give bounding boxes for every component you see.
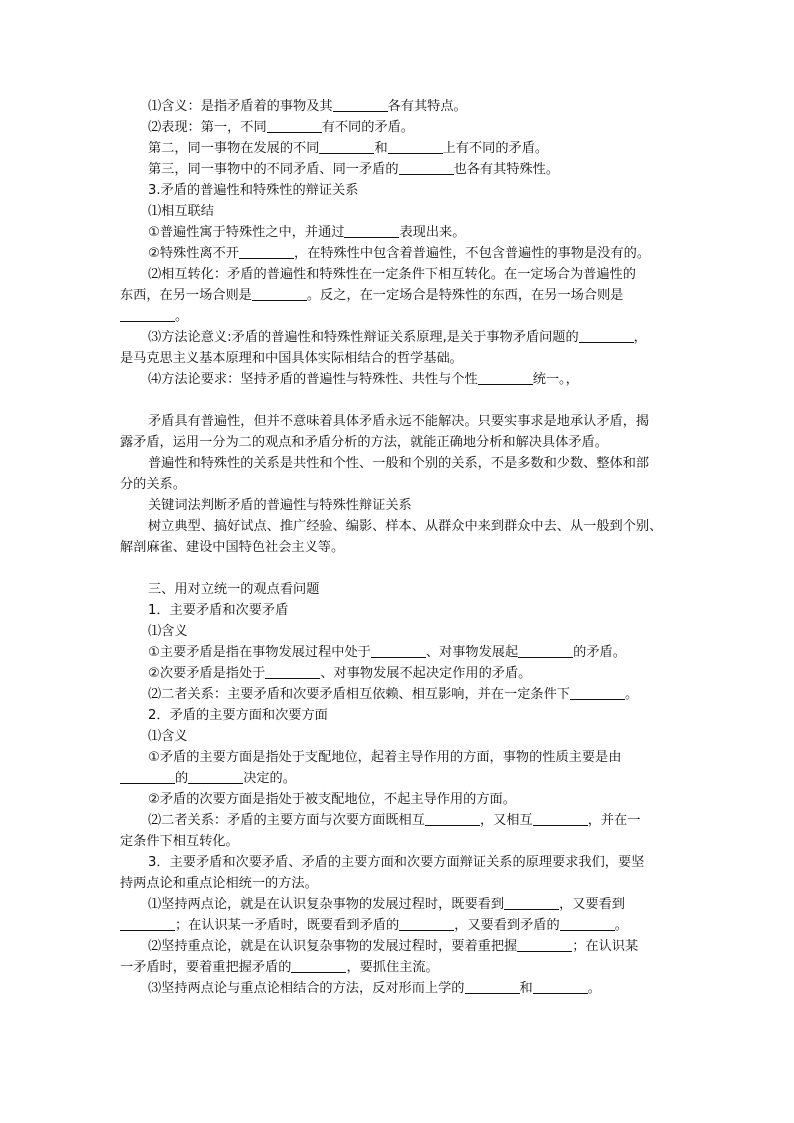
answer-blank [570,685,625,700]
line-text: 的 [175,771,189,786]
text-line [120,831,680,852]
answer-blank [188,769,243,784]
sub-heading [120,726,680,747]
line-text: ，在特殊性中包含着普遍性，不包含普遍性的事物是没有的。 [293,246,651,261]
answer-blank [504,895,559,910]
answer-blank [399,160,454,175]
text-line [120,810,680,831]
line-text: ⑴含义 [148,729,188,744]
line-text: ；在认识某 [572,939,639,954]
answer-blank [344,223,399,238]
line-text: 分的关系。 [120,477,186,492]
line-text: 决定的。 [243,771,296,786]
line-text: ；在认识某一矛盾时，既要看到矛盾的 [175,918,400,933]
text-line [120,159,680,180]
line-text: ⑵相互转化：矛盾的普遍性和特殊性在一定条件下相互转化。在一定场合为普遍性的 [148,267,636,282]
spacer [120,558,680,579]
answer-blank [478,370,533,385]
line-text: 和 [374,141,388,156]
line-text: 矛盾具有普遍性，但并不意味着具体矛盾永远不能解决。只要实事求是地承认矛盾，揭 [148,414,650,429]
sub-heading [120,705,680,726]
line-text: 3.矛盾的普遍性和特殊性的辩证关系 [148,183,359,198]
line-text: 表现出来。 [399,225,466,240]
line-text: ，又要看到矛盾的 [454,918,560,933]
line-text: ⑴相互联结 [148,204,214,219]
answer-blank [425,811,480,826]
line-text: 。 [625,687,639,702]
answer-blank [239,244,294,259]
text-line [120,453,680,474]
line-text: ，并在一 [587,813,641,828]
text-line [120,936,680,957]
text-line [120,915,680,936]
line-text: ，又相互 [479,813,533,828]
document-page [120,96,680,999]
line-text: ⑵表现：第一，不同 [148,120,267,135]
text-line [120,684,680,705]
line-text: 定条件下相互转化。 [120,834,239,849]
answer-blank [517,937,572,952]
line-text: 、对事物发展起 [425,645,519,660]
line-text: 三、用对立统一的观点看问题 [148,582,320,597]
text-line [120,978,680,999]
text-line [120,663,680,684]
line-text: 上有不同的矛盾。 [442,141,549,156]
text-line [120,957,680,978]
line-text: ⑶坚持两点论与重点论相结合的方法，反对形而上学的 [148,981,465,996]
line-text: 。反之，在一定场合是特殊性的东西，在另一场合则是 [306,288,624,303]
text-line [120,537,680,558]
answer-blank [120,769,175,784]
line-text: 第二，同一事物在发展的不同 [148,141,320,156]
answer-blank [560,916,615,931]
answer-blank [291,958,346,973]
answer-blank [371,643,426,658]
text-line [120,138,680,159]
sub-heading [120,201,680,222]
text-line [120,96,680,117]
line-text: ⑴含义 [148,624,188,639]
answer-blank [265,664,320,679]
line-text: 是马克思主义基本原理和中国具体实际相结合的哲学基础。 [120,351,463,366]
answer-blank [465,979,520,994]
line-text: 普遍性和特殊性的关系是共性和个性、一般和个别的关系，不是多数和少数、整体和部 [148,456,650,471]
text-line [120,747,680,768]
answer-blank [399,916,454,931]
text-line [120,873,680,894]
answer-blank [252,286,307,301]
text-line [120,852,680,873]
line-text: 。 [175,309,189,324]
answer-blank [533,811,588,826]
line-text: 、对事物发展不起决定作用的矛盾。 [320,666,532,681]
text-line [120,516,680,537]
text-line [120,369,680,390]
section-heading [120,579,680,600]
line-text: ①主要矛盾是指在事物发展过程中处于 [148,645,371,660]
line-text: 露矛盾，运用一分为二的观点和矛盾分析的方法，就能正确地分析和解决具体矛盾。 [120,435,608,450]
line-text: ⑵坚持重点论，就是在认识复杂事物的发展过程时，要着重把握 [148,939,518,954]
text-line [120,768,680,789]
line-text: ，又要看到 [559,897,625,912]
line-text: ②次要矛盾是指处于 [148,666,266,681]
text-line [120,117,680,138]
line-text: 一矛盾时，要着重把握矛盾的 [120,960,292,975]
text-line [120,222,680,243]
line-text: 持两点论和重点论相统一的方法。 [120,876,318,891]
answer-blank [120,916,175,931]
line-text: 有不同的矛盾。 [321,120,414,135]
line-text: 东西，在另一场合则是 [120,288,252,303]
line-text: ⑵二者关系：矛盾的主要方面与次要方面既相互 [148,813,425,828]
line-text: ①普遍性寓于特殊性之中，并通过 [148,225,345,240]
line-text: 和 [519,981,533,996]
line-text: 。 [587,981,601,996]
text-line [120,264,680,285]
text-line [120,306,680,327]
line-text: ， [633,330,647,345]
text-line [120,348,680,369]
line-text: 2．矛盾的主要方面和次要方面 [148,708,328,723]
text-line [120,411,680,432]
spacer [120,390,680,411]
line-text: 也各有其特殊性。 [453,162,560,177]
answer-blank [333,97,388,112]
sub-heading [120,621,680,642]
answer-blank [518,643,573,658]
line-text: 各有其特点。 [387,99,467,114]
answer-blank [120,307,175,322]
line-text: ⑴坚持两点论，就是在认识复杂事物的发展过程时，既要看到 [148,897,505,912]
line-text: 3．主要矛盾和次要矛盾、矛盾的主要方面和次要方面辩证关系的原理要求我们，要坚 [148,855,645,870]
line-text: 关键词法判断矛盾的普遍性与特殊性辩证关系 [148,498,412,513]
text-line [120,642,680,663]
line-text: 。 [614,918,628,933]
text-line [120,474,680,495]
text-line [120,432,680,453]
line-text: 统一。， [532,372,579,387]
text-line [120,243,680,264]
line-text: ，要抓住主流。 [346,960,439,975]
line-text: 1．主要矛盾和次要矛盾 [148,603,289,618]
text-line [120,789,680,810]
line-text: ⑶方法论意义:矛盾的普遍性和特殊性辩证关系原理,是关于事物矛盾问题的 [148,330,579,345]
line-text: 解剖麻雀、建设中国特色社会主义等。 [120,540,345,555]
sub-heading [120,600,680,621]
text-line [120,495,680,516]
line-text: ②特殊性离不开 [148,246,239,261]
line-text: ⑵二者关系：主要矛盾和次要矛盾相互依赖、相互影响，并在一定条件下 [148,687,570,702]
line-text: 的矛盾。 [573,645,626,660]
section-heading [120,180,680,201]
line-text: 树立典型、搞好试点、推广经验、编影、样本、从群众中来到群众中去、从一般到个别、 [148,519,663,534]
answer-blank [533,979,588,994]
line-text: 第三，同一事物中的不同矛盾、同一矛盾的 [148,162,399,177]
line-text: ⑷方法论要求：坚持矛盾的普遍性与特殊性、共性与个性 [148,372,478,387]
answer-blank [319,139,374,154]
text-line [120,285,680,306]
text-line [120,894,680,915]
answer-blank [267,118,322,133]
text-line [120,327,680,348]
answer-blank [388,139,443,154]
line-text: ①矛盾的主要方面是指处于支配地位，起着主导作用的方面，事物的性质主要是由 [148,750,622,765]
answer-blank [579,328,634,343]
line-text: ②矛盾的次要方面是指处于被支配地位，不起主导作用的方面。 [148,792,516,807]
line-text: ⑴含义：是指矛盾着的事物及其 [148,99,333,114]
